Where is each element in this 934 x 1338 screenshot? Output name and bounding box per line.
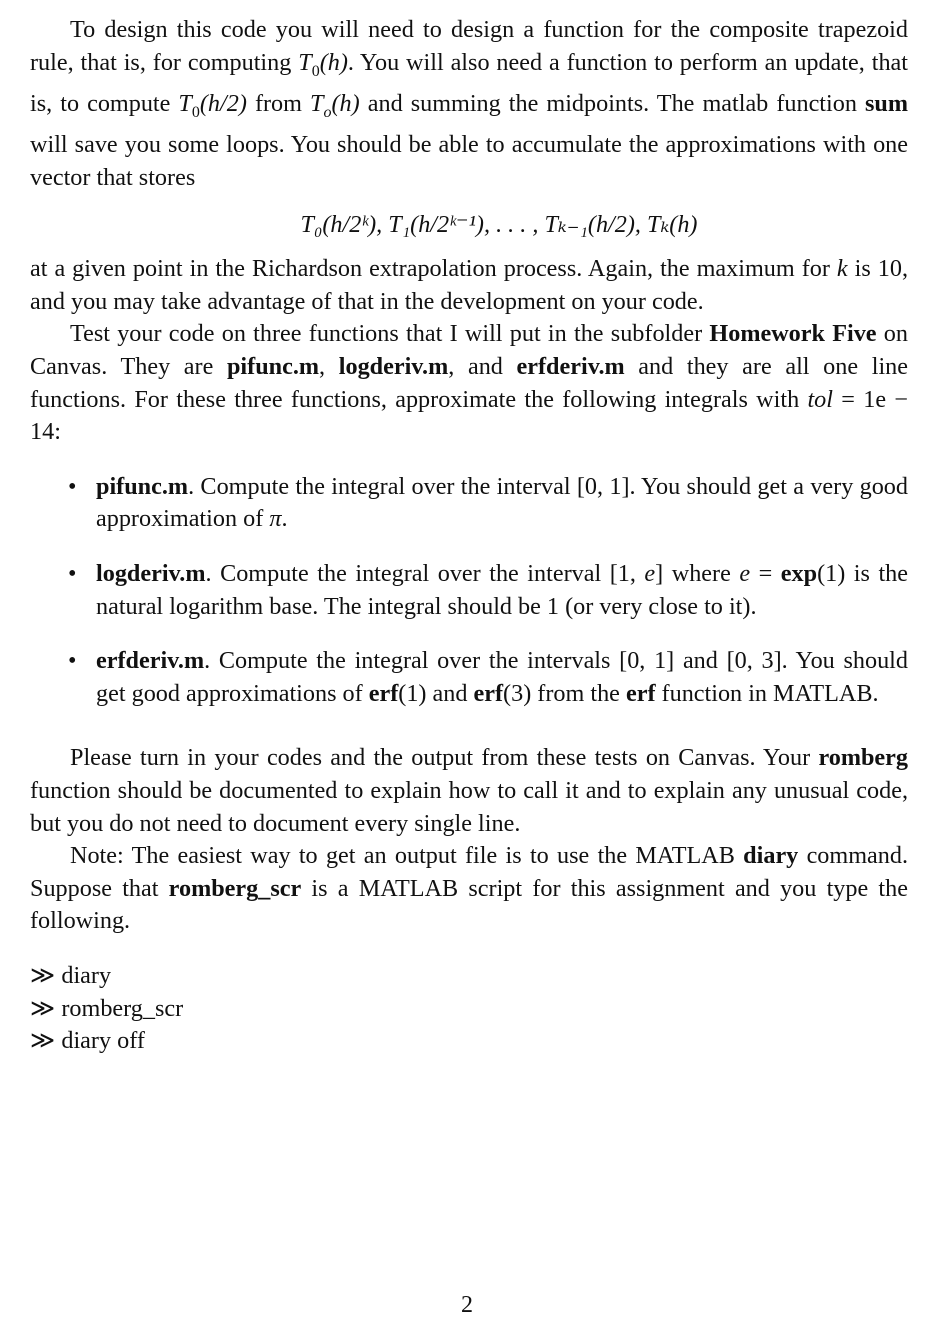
math-k: k — [836, 255, 848, 283]
math-arg: (h) — [319, 48, 348, 76]
text: function should be documented to explain how to call it and to explain any unusual code, but you do not need to document every single line. — [30, 776, 908, 837]
text: . Compute the integral over the interval [1, — [205, 559, 645, 587]
item-name: erfderiv.m — [96, 647, 205, 675]
text: ] where — [655, 559, 740, 587]
list-item-pifunc — [30, 471, 908, 536]
page-number: 2 — [461, 1292, 473, 1318]
keyword-romberg: romberg — [818, 744, 908, 772]
text: function in MATLAB. — [655, 679, 879, 707]
text: (1) and — [398, 679, 474, 707]
math-e: e — [739, 559, 751, 587]
math-sub: 0 — [191, 103, 200, 121]
math-pi: π — [269, 505, 282, 533]
math-arg: (h) — [331, 90, 360, 118]
file-pifunc: pifunc.m — [226, 353, 320, 380]
keyword-diary: diary — [743, 842, 799, 870]
text: = — [750, 559, 781, 587]
item-name: logderiv.m — [96, 559, 206, 587]
list-item-erfderiv — [30, 645, 908, 710]
item-name: pifunc.m — [96, 472, 189, 500]
bullet-icon: • — [68, 647, 77, 675]
paragraph-submit — [30, 742, 908, 840]
keyword-sum: sum — [864, 90, 908, 118]
diary-commands — [30, 960, 908, 1058]
formula-text: T₀(h/2ᵏ), T₁(h/2ᵏ⁻¹), . . . , Tₖ₋₁(h/2), Tₖ(h) — [300, 210, 698, 238]
math-tol: tol — [807, 385, 833, 413]
text: command. Suppose that — [30, 842, 908, 902]
display-formula — [30, 209, 908, 242]
text: Note: The easiest way to get an output file is to use the MATLAB — [70, 842, 744, 870]
text: . Compute the integral over the interval [0, 1]. You should get a very good approximation of — [96, 472, 908, 533]
command-line: ≫ romberg_scr — [30, 994, 184, 1022]
text: . — [281, 505, 288, 533]
math-T: T — [298, 48, 312, 76]
keyword-erf: erf — [625, 679, 656, 707]
text: is 10, and you may take advantage of that in the development on your code. — [30, 255, 908, 315]
text: and summing the midpoints. The matlab function — [359, 90, 865, 118]
math-T: T — [310, 90, 324, 118]
text: , — [319, 353, 339, 380]
text: Test your code on three functions that I will put in the subfolder — [70, 320, 710, 348]
text: from — [246, 90, 311, 118]
text: To design this code you will need to design a function for the composite trapezoid rule, that is, for computing — [30, 16, 908, 76]
command-line: ≫ diary — [30, 961, 112, 989]
keyword-exp: exp — [780, 559, 818, 587]
bullet-icon: • — [68, 472, 77, 500]
math-e: e — [644, 559, 656, 587]
text: = 1e − 14: — [30, 385, 908, 446]
math-sub: o — [323, 103, 332, 121]
text: (3) from the — [503, 679, 626, 707]
test-list — [30, 471, 908, 711]
keyword-erf: erf — [368, 679, 399, 707]
list-item-logderiv — [30, 558, 908, 623]
text: Please turn in your codes and the output from these tests on Canvas. Your — [70, 744, 819, 772]
text: , and — [448, 353, 517, 380]
text: will save you some loops. You should be able to accumulate the approximations with one vector that stores — [30, 131, 908, 192]
text: . You will also need a function to perform an update, that is, to compute — [30, 48, 909, 118]
text: . Compute the integral over the intervals [0, 1] and [0, 3]. You should get good approximations of — [96, 647, 908, 707]
text: and they are all one line functions. For these three functions, approximate the following integrals with — [30, 353, 908, 413]
paragraph-intro — [30, 14, 908, 195]
math-sub: 0 — [311, 62, 320, 80]
text: is a MATLAB script for this assignment and you type the following. — [30, 874, 908, 935]
keyword-erf: erf — [473, 679, 504, 707]
text: on Canvas. They are — [30, 320, 908, 380]
command-line: ≫ diary off — [30, 1027, 145, 1055]
file-logderiv: logderiv.m — [338, 353, 449, 380]
math-arg: (h/2) — [199, 90, 247, 118]
folder-name: Homework Five — [709, 320, 877, 348]
file-erfderiv: erfderiv.m — [516, 353, 625, 380]
text: at a given point in the Richardson extrapolation process. Again, the maximum for — [30, 255, 837, 283]
paragraph-richardson — [30, 253, 908, 318]
text: (1) is the natural logarithm base. The integral should be 1 (or very close to it). — [96, 559, 908, 620]
document-page — [30, 14, 908, 1058]
bullet-icon: • — [68, 559, 77, 587]
paragraph-note — [30, 840, 908, 938]
paragraph-test — [30, 318, 908, 448]
math-T: T — [178, 90, 192, 118]
keyword-romberg-scr: romberg_scr — [168, 874, 302, 902]
